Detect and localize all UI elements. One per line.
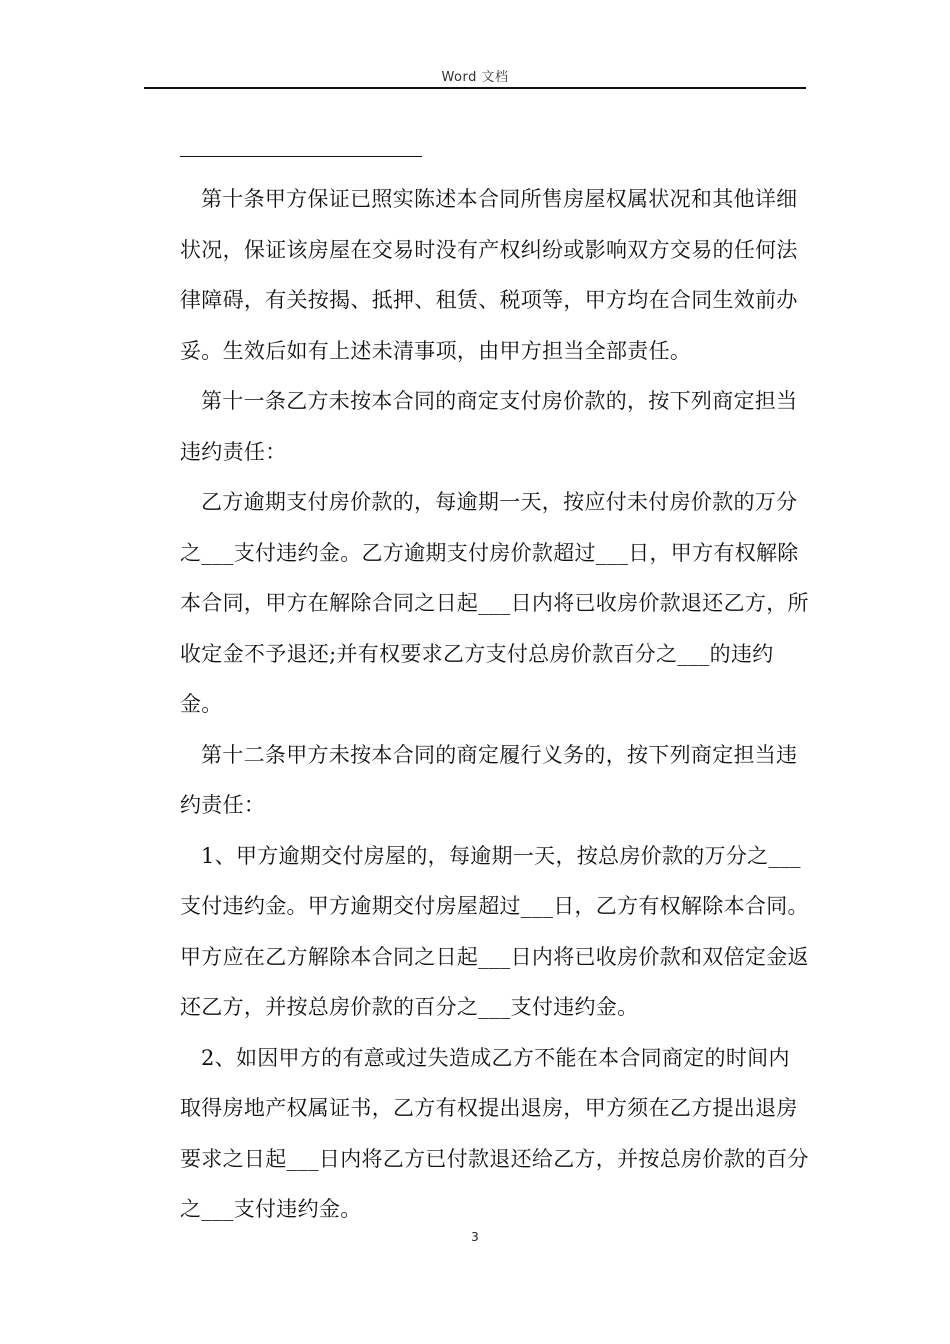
- paragraph-clause-1: 1、甲方逾期交付房屋的，每逾期一天，按总房价款的万分之___支付违约金。甲方逾期交付房屋超过___日，乙方有权解除本合同。甲方应在乙方解除本合同之日起___日内将已收房价款和双倍定金返还乙方，并按总房价款的百分之___支付违约金。: [180, 843, 809, 1019]
- fill-in-blank-line: [180, 156, 422, 157]
- paragraph-clause-2: 2、如因甲方的有意或过失造成乙方不能在本合同商定的时间内取得房地产权属证书，乙方有权提出退房，甲方须在乙方提出退房要求之日起___日内将乙方已付款退还给乙方，并按总房价款的百分之___支付违约金。: [180, 1045, 809, 1221]
- paragraph-article-12: 第十二条甲方未按本合同的商定履行义务的，按下列商定担当违约责任：: [180, 742, 798, 817]
- header-divider: [144, 87, 806, 89]
- paragraph-buyer-late-payment: 乙方逾期支付房价款的，每逾期一天，按应付未付房价款的万分之___支付违约金。乙方逾期支付房价款超过___日，甲方有权解除本合同，甲方在解除合同之日起___日内将已收房价款退还乙方，所收定金不予退还;并有权要求乙方支付总房价款百分之___的违约金。: [180, 490, 809, 716]
- paragraph-article-10: 第十条甲方保证已照实陈述本合同所售房屋权属状况和其他详细状况，保证该房屋在交易时没有产权纠纷或影响双方交易的任何法律障碍，有关按揭、抵押、租赁、税项等，甲方均在合同生效前办妥。生效后如有上述未清事项，由甲方担当全部责任。: [180, 187, 798, 363]
- document-body: [180, 174, 810, 1235]
- page-number: 3: [471, 1230, 479, 1244]
- paragraph-article-11: 第十一条乙方未按本合同的商定支付房价款的，按下列商定担当违约责任：: [180, 389, 798, 464]
- header-title: Word 文档: [441, 70, 509, 85]
